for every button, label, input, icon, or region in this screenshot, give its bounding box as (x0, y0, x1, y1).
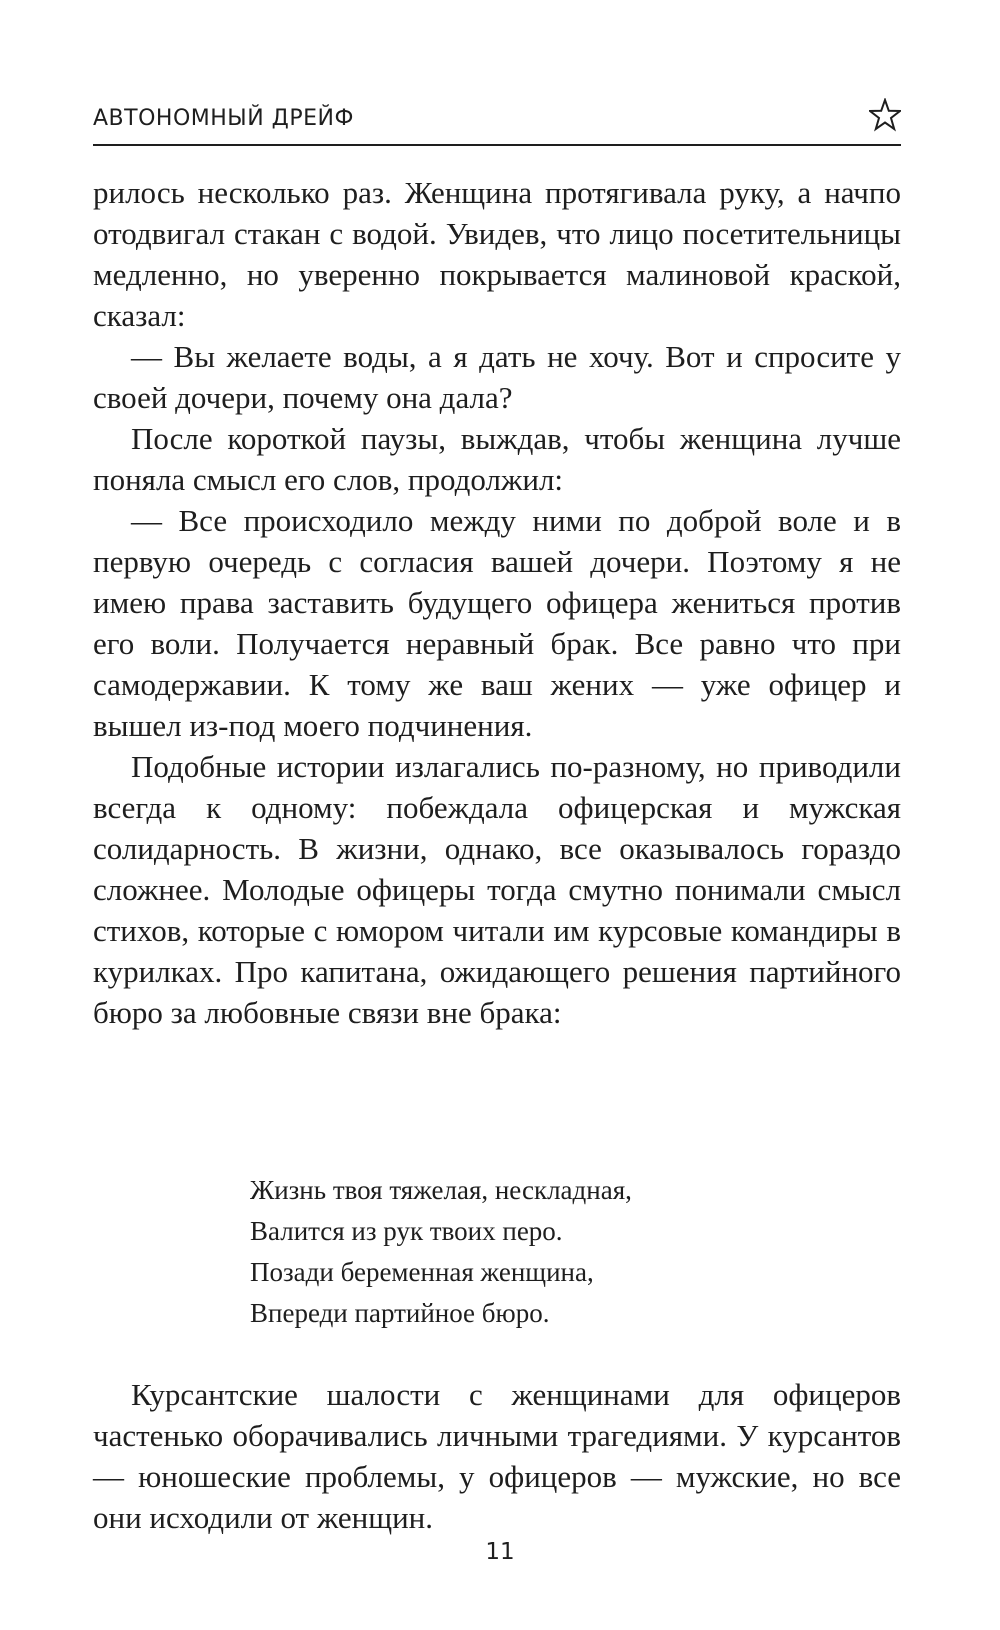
running-header-title: АВТОНОМНЫЙ ДРЕЙФ (93, 106, 354, 131)
star-outline-icon (869, 98, 901, 132)
paragraph-narration: После короткой паузы, выждав, чтобы женщина лучше поняла смысл его слов, продолжил: (93, 421, 901, 497)
verse-line: Валится из рук твоих перо. (250, 1216, 563, 1246)
paragraph-stories: Подобные истории излагались по-разному, но приводили всегда к одному: побеждала офицерская и мужская солидарность. В жизни, однако, все оказывалось гораздо сложнее. Молодые офицеры тогда смутно понимали смысл стихов, которые с юмором читали им курсовые командиры в курилках. Про капитана, ожидающего решения партийного бюро за любовные связи вне брака: (93, 749, 901, 1030)
main-text (93, 172, 901, 1033)
paragraph-continuation: рилось несколько раз. Женщина протягивала руку, а начпо отодвигал стакан с водой. Увидев, что лицо посетительницы медленно, но уверенно покрывается малиновой краской, сказал: (93, 175, 901, 333)
verse-block (250, 1170, 632, 1334)
verse-line: Впереди партийное бюро. (250, 1298, 550, 1328)
paragraph-dialogue-1: — Вы желаете воды, а я дать не хочу. Вот и спросите у своей дочери, почему она дала? (93, 339, 901, 415)
paragraph-closing: Курсантские шалости с женщинами для офицеров частенько оборачивались личными трагедиями. У курсантов — юношеские проблемы, у офицеров — мужские, но все они исходили от женщин. (93, 1377, 901, 1535)
running-header (93, 96, 901, 146)
verse-line: Позади беременная женщина, (250, 1257, 594, 1287)
paragraph-dialogue-2: — Все происходило между ними по доброй воле и в первую очередь с согласия вашей дочери. Поэтому я не имею права заставить будущего офицера жениться против его воли. Получается неравный брак. Все равно что при самодержавии. К тому же ваш жених — уже офицер и вышел из-под моего подчинения. (93, 503, 901, 743)
closing-text (93, 1374, 901, 1538)
page-number: 11 (485, 1539, 515, 1565)
verse-line: Жизнь твоя тяжелая, нескладная, (250, 1175, 632, 1205)
